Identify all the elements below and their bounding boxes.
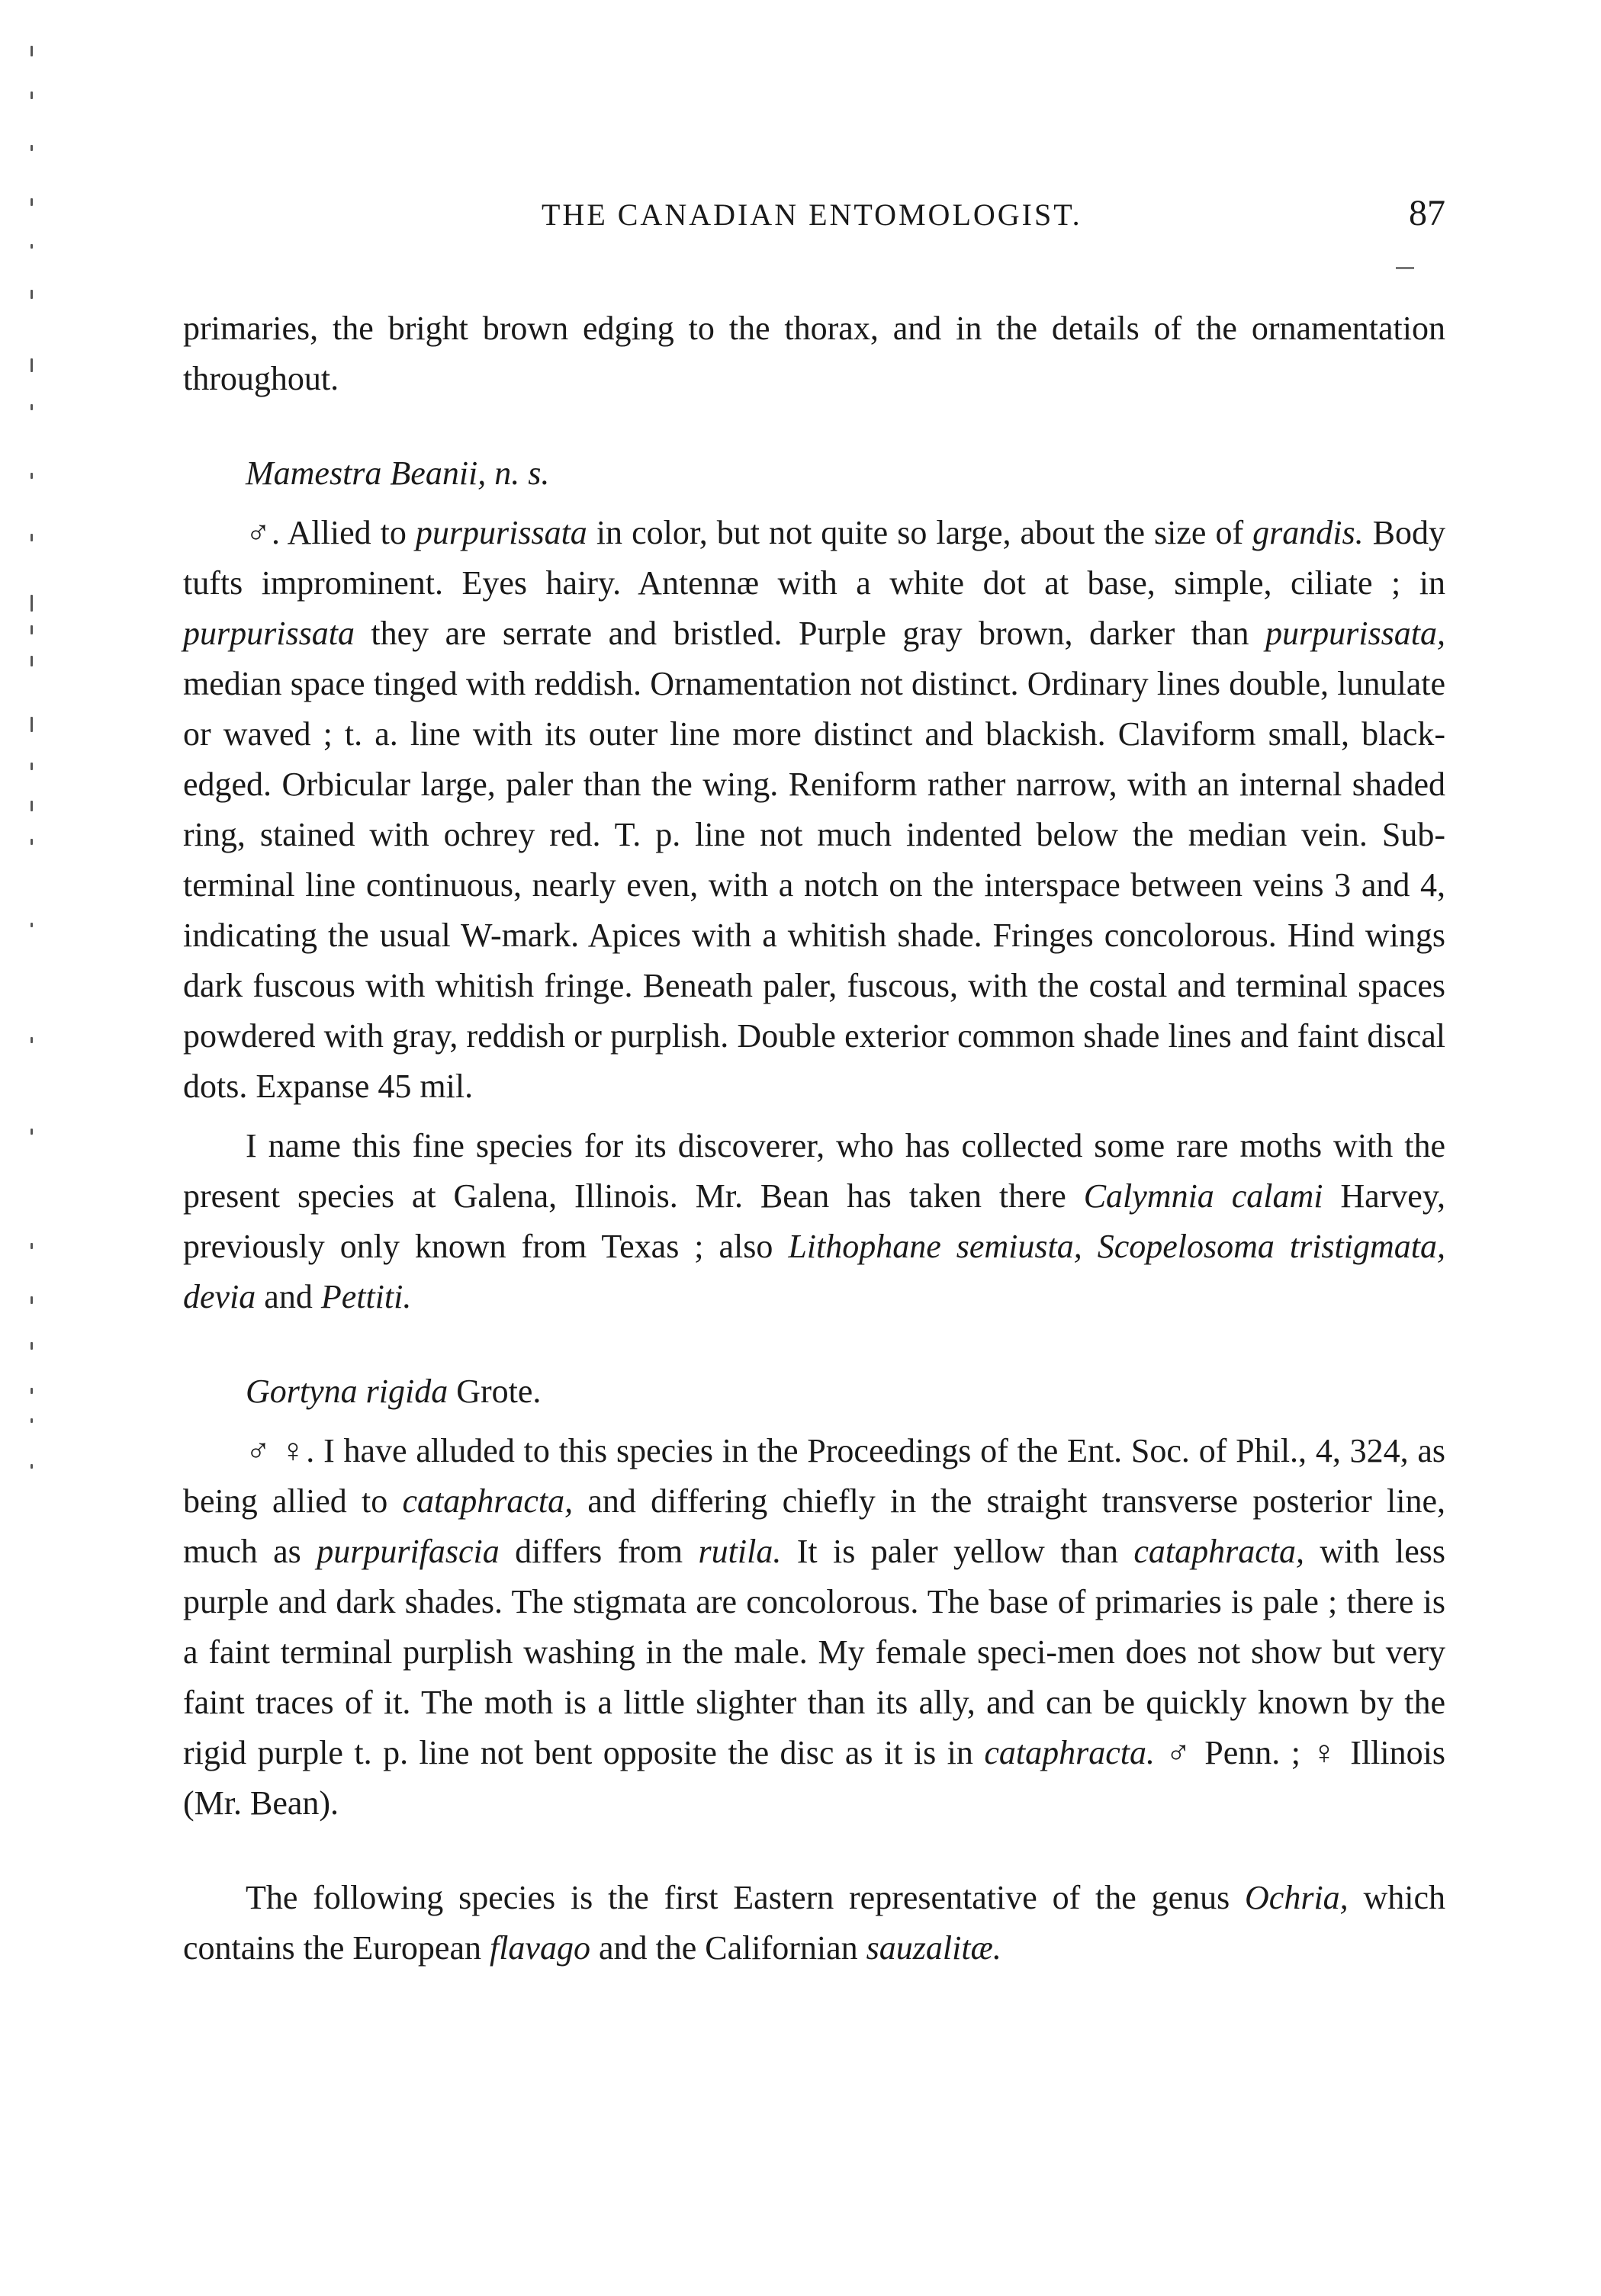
- sex-symbols: ♂ ♀.: [246, 1432, 315, 1469]
- paragraph-gortyna-description: ♂ ♀. I have alluded to this species in the Proceedings of the Ent. Soc. of Phil., 4, 324, as being allied to cataphracta, and differing chiefly in the straight transverse posterior line, much as purpurifascia differs from rutila. It is paler yellow than cataphracta, with less purple and dark shades. The stigmata are concolorous. The base of primaries is pale ; there is a faint terminal purplish washing in the male. My female speci-men does not show but very faint traces of it. The moth is a little slighter than its ally, and can be quickly known by the rigid purple t. p. line not bent opposite the disc as it is in cataphracta. ♂ Penn. ; ♀ Illinois (Mr. Bean).: [183, 1432, 1446, 1822]
- paragraph-mamestra-description: ♂. Allied to purpurissata in color, but not quite so large, about the size of grandis. Body tufts improminent. Eyes hairy. Antennæ with a white dot at base, simple, ciliate ; in purpurissata they are serrate and bristled. Purple gray brown, darker than purpurissata, median space tinged with reddish. Ornamentation not distinct. Ordinary lines double, lunulate or waved ; t. a. line with its outer line more distinct and blackish. Claviform small, black-edged. Orbicular large, paler than the wing. Reniform rather narrow, with an internal shaded ring, stained with ochrey red. T. p. line not much indented below the median vein. Sub-terminal line continuous, nearly even, with a notch on the interspace between veins 3 and 4, indicating the usual W-mark. Apices with a whitish shade. Fringes concolorous. Hind wings dark fuscous with whitish fringe. Beneath paler, fuscous, with the costal and terminal spaces powdered with gray, reddish or purplish. Double exterior common shade lines and faint discal dots. Expanse 45 mil.: [183, 514, 1445, 1105]
- page-number: 87: [1409, 193, 1445, 233]
- article-body: [183, 303, 1445, 1973]
- header-rule-mark: [1396, 267, 1414, 269]
- species-heading-gortyna: Gortyna rigida Grote.: [246, 1373, 542, 1410]
- sex-symbol-male: ♂.: [246, 514, 281, 551]
- paragraph-ochria: The following species is the first Eastern representative of the genus Ochria, which contains the European flavago and the Californian sauzalitæ.: [183, 1879, 1445, 1967]
- paragraph-continuation: primaries, the bright brown edging to the thorax, and in the details of the ornamentation throughout.: [183, 310, 1445, 397]
- scan-margin-specks: [31, 46, 53, 1495]
- journal-title: THE CANADIAN ENTOMOLOGIST.: [542, 197, 1082, 232]
- species-heading-mamestra: Mamestra Beanii, n. s.: [246, 454, 550, 492]
- paragraph-discoverer: I name this fine species for its discoverer, who has collected some rare moths with the present species at Galena, Illinois. Mr. Bean has taken there Calymnia calami Harvey, previously only known from Texas ; also Lithophane semiusta, Scopelosoma tristigmata, devia and Pettiti.: [183, 1127, 1445, 1315]
- running-header: [183, 192, 1445, 246]
